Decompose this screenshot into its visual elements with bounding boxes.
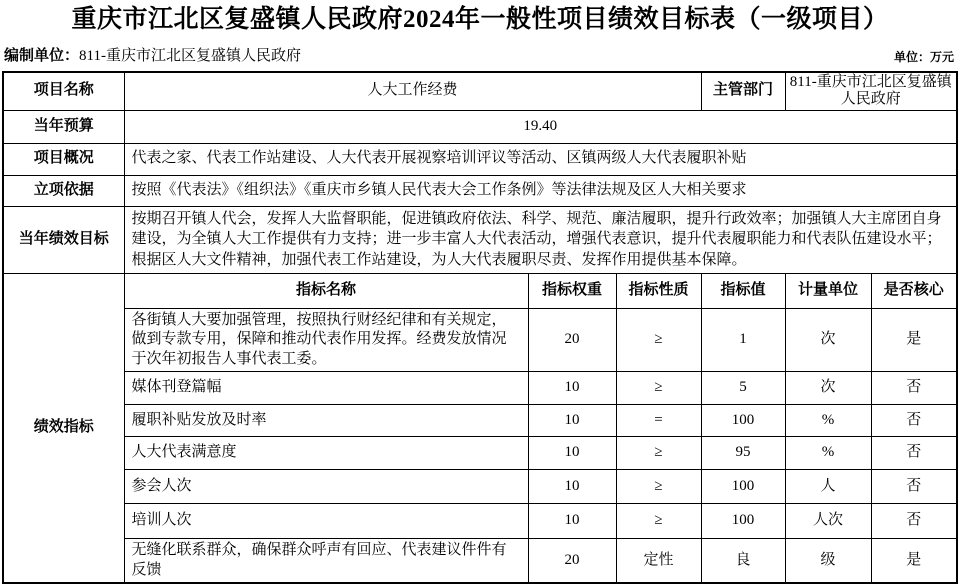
indicator-unit-cell: 人 bbox=[785, 470, 871, 504]
overview-value: 代表之家、代表工作站建设、人大代表开展视察培训评议等活动、区镇两级人大代表履职补贴 bbox=[124, 143, 957, 175]
project-name-value: 人大工作经费 bbox=[124, 72, 701, 110]
indicator-nature-cell: ≥ bbox=[616, 308, 701, 372]
indicator-header-unit: 计量单位 bbox=[785, 273, 871, 308]
row-annual-goal bbox=[3, 206, 957, 273]
indicator-name-cell: 各街镇人大要加强管理，按照执行财经纪律和有关规定，做到专款专用，保障和推动代表作用发挥。经费发放情况于次年初报告人事代表工委。 bbox=[124, 308, 528, 372]
indicator-core-cell: 否 bbox=[871, 437, 957, 470]
indicator-row bbox=[3, 539, 957, 584]
row-indicator-header bbox=[3, 273, 957, 308]
indicator-weight-cell: 10 bbox=[528, 405, 616, 437]
indicator-weight-cell: 20 bbox=[528, 308, 616, 372]
indicator-value-cell: 100 bbox=[701, 470, 785, 504]
indicator-header-core: 是否核心 bbox=[871, 273, 957, 308]
indicator-name-cell: 履职补贴发放及时率 bbox=[124, 405, 528, 437]
indicator-unit-cell: 级 bbox=[785, 539, 871, 584]
indicator-unit-cell: % bbox=[785, 405, 871, 437]
indicator-core-cell: 否 bbox=[871, 405, 957, 437]
indicator-name-cell: 人大代表满意度 bbox=[124, 437, 528, 470]
project-name-label: 项目名称 bbox=[3, 72, 124, 110]
indicator-row bbox=[3, 308, 957, 372]
indicator-nature-cell: 定性 bbox=[616, 539, 701, 584]
indicator-row bbox=[3, 372, 957, 405]
row-budget bbox=[3, 110, 957, 143]
indicator-row bbox=[3, 504, 957, 539]
basis-value: 按照《代表法》《组织法》《重庆市乡镇人民代表大会工作条例》等法律法规及区人大相关要求 bbox=[124, 175, 957, 206]
indicator-nature-cell: ≥ bbox=[616, 470, 701, 504]
meta-row bbox=[4, 48, 956, 64]
indicator-value-cell: 5 bbox=[701, 372, 785, 405]
indicator-nature-cell: ≥ bbox=[616, 372, 701, 405]
row-project-name bbox=[3, 72, 957, 110]
indicator-unit-cell: 次 bbox=[785, 308, 871, 372]
indicator-weight-cell: 10 bbox=[528, 372, 616, 405]
indicator-name-cell: 培训人次 bbox=[124, 504, 528, 539]
indicator-header-value: 指标值 bbox=[701, 273, 785, 308]
indicator-value-cell: 良 bbox=[701, 539, 785, 584]
prepared-by-value: 811-重庆市江北区复盛镇人民政府 bbox=[79, 48, 301, 64]
indicator-row bbox=[3, 470, 957, 504]
indicator-nature-cell: ≥ bbox=[616, 504, 701, 539]
indicator-row bbox=[3, 405, 957, 437]
indicator-header-name: 指标名称 bbox=[124, 273, 528, 308]
annual-goal-label: 当年绩效目标 bbox=[3, 206, 124, 273]
indicator-weight-cell: 10 bbox=[528, 504, 616, 539]
indicator-core-cell: 是 bbox=[871, 539, 957, 584]
indicator-value-cell: 100 bbox=[701, 504, 785, 539]
basis-label: 立项依据 bbox=[3, 175, 124, 206]
budget-value: 19.40 bbox=[124, 110, 957, 143]
competent-dept-label: 主管部门 bbox=[701, 72, 785, 110]
overview-label: 项目概况 bbox=[3, 143, 124, 175]
indicator-nature-cell: ≥ bbox=[616, 437, 701, 470]
indicator-name-cell: 无缝化联系群众，确保群众呼声有回应、代表建议件件有反馈 bbox=[124, 539, 528, 584]
performance-target-table bbox=[2, 71, 958, 584]
indicator-section-label: 绩效指标 bbox=[3, 273, 124, 583]
indicator-weight-cell: 20 bbox=[528, 539, 616, 584]
row-basis bbox=[3, 175, 957, 206]
annual-goal-value: 按期召开镇人代会，发挥人大监督职能，促进镇政府依法、科学、规范、廉洁履职，提升行政效率；加强镇人大主席团自身建设，为全镇人大工作提供有力支持；进一步丰富人大代表活动，增强代表意识，提升代表履职能力和代表队伍建设水平；根据区人大文件精神，加强代表工作站建设，为人大代表履职尽责、发挥作用提供基本保障。 bbox=[124, 206, 957, 273]
indicator-unit-cell: % bbox=[785, 437, 871, 470]
indicator-unit-cell: 人次 bbox=[785, 504, 871, 539]
indicator-core-cell: 否 bbox=[871, 470, 957, 504]
indicator-weight-cell: 10 bbox=[528, 470, 616, 504]
indicator-value-cell: 100 bbox=[701, 405, 785, 437]
indicator-header-nature: 指标性质 bbox=[616, 273, 701, 308]
indicator-nature-cell: = bbox=[616, 405, 701, 437]
indicator-value-cell: 95 bbox=[701, 437, 785, 470]
indicator-name-cell: 参会人次 bbox=[124, 470, 528, 504]
indicator-core-cell: 是 bbox=[871, 308, 957, 372]
indicator-unit-cell: 次 bbox=[785, 372, 871, 405]
page-title: 重庆市江北区复盛镇人民政府2024年一般性项目绩效目标表（一级项目） bbox=[71, 6, 889, 33]
row-overview bbox=[3, 143, 957, 175]
indicator-row bbox=[3, 437, 957, 470]
competent-dept-value: 811-重庆市江北区复盛镇人民政府 bbox=[785, 72, 957, 110]
prepared-by bbox=[4, 48, 301, 64]
prepared-by-label: 编制单位： bbox=[4, 48, 80, 64]
budget-label: 当年预算 bbox=[3, 110, 124, 143]
indicator-core-cell: 否 bbox=[871, 504, 957, 539]
indicator-header-weight: 指标权重 bbox=[528, 273, 616, 308]
indicator-value-cell: 1 bbox=[701, 308, 785, 372]
indicator-name-cell: 媒体刊登篇幅 bbox=[124, 372, 528, 405]
indicator-core-cell: 否 bbox=[871, 372, 957, 405]
indicator-weight-cell: 10 bbox=[528, 437, 616, 470]
unit-note: 单位：万元 bbox=[893, 50, 954, 64]
